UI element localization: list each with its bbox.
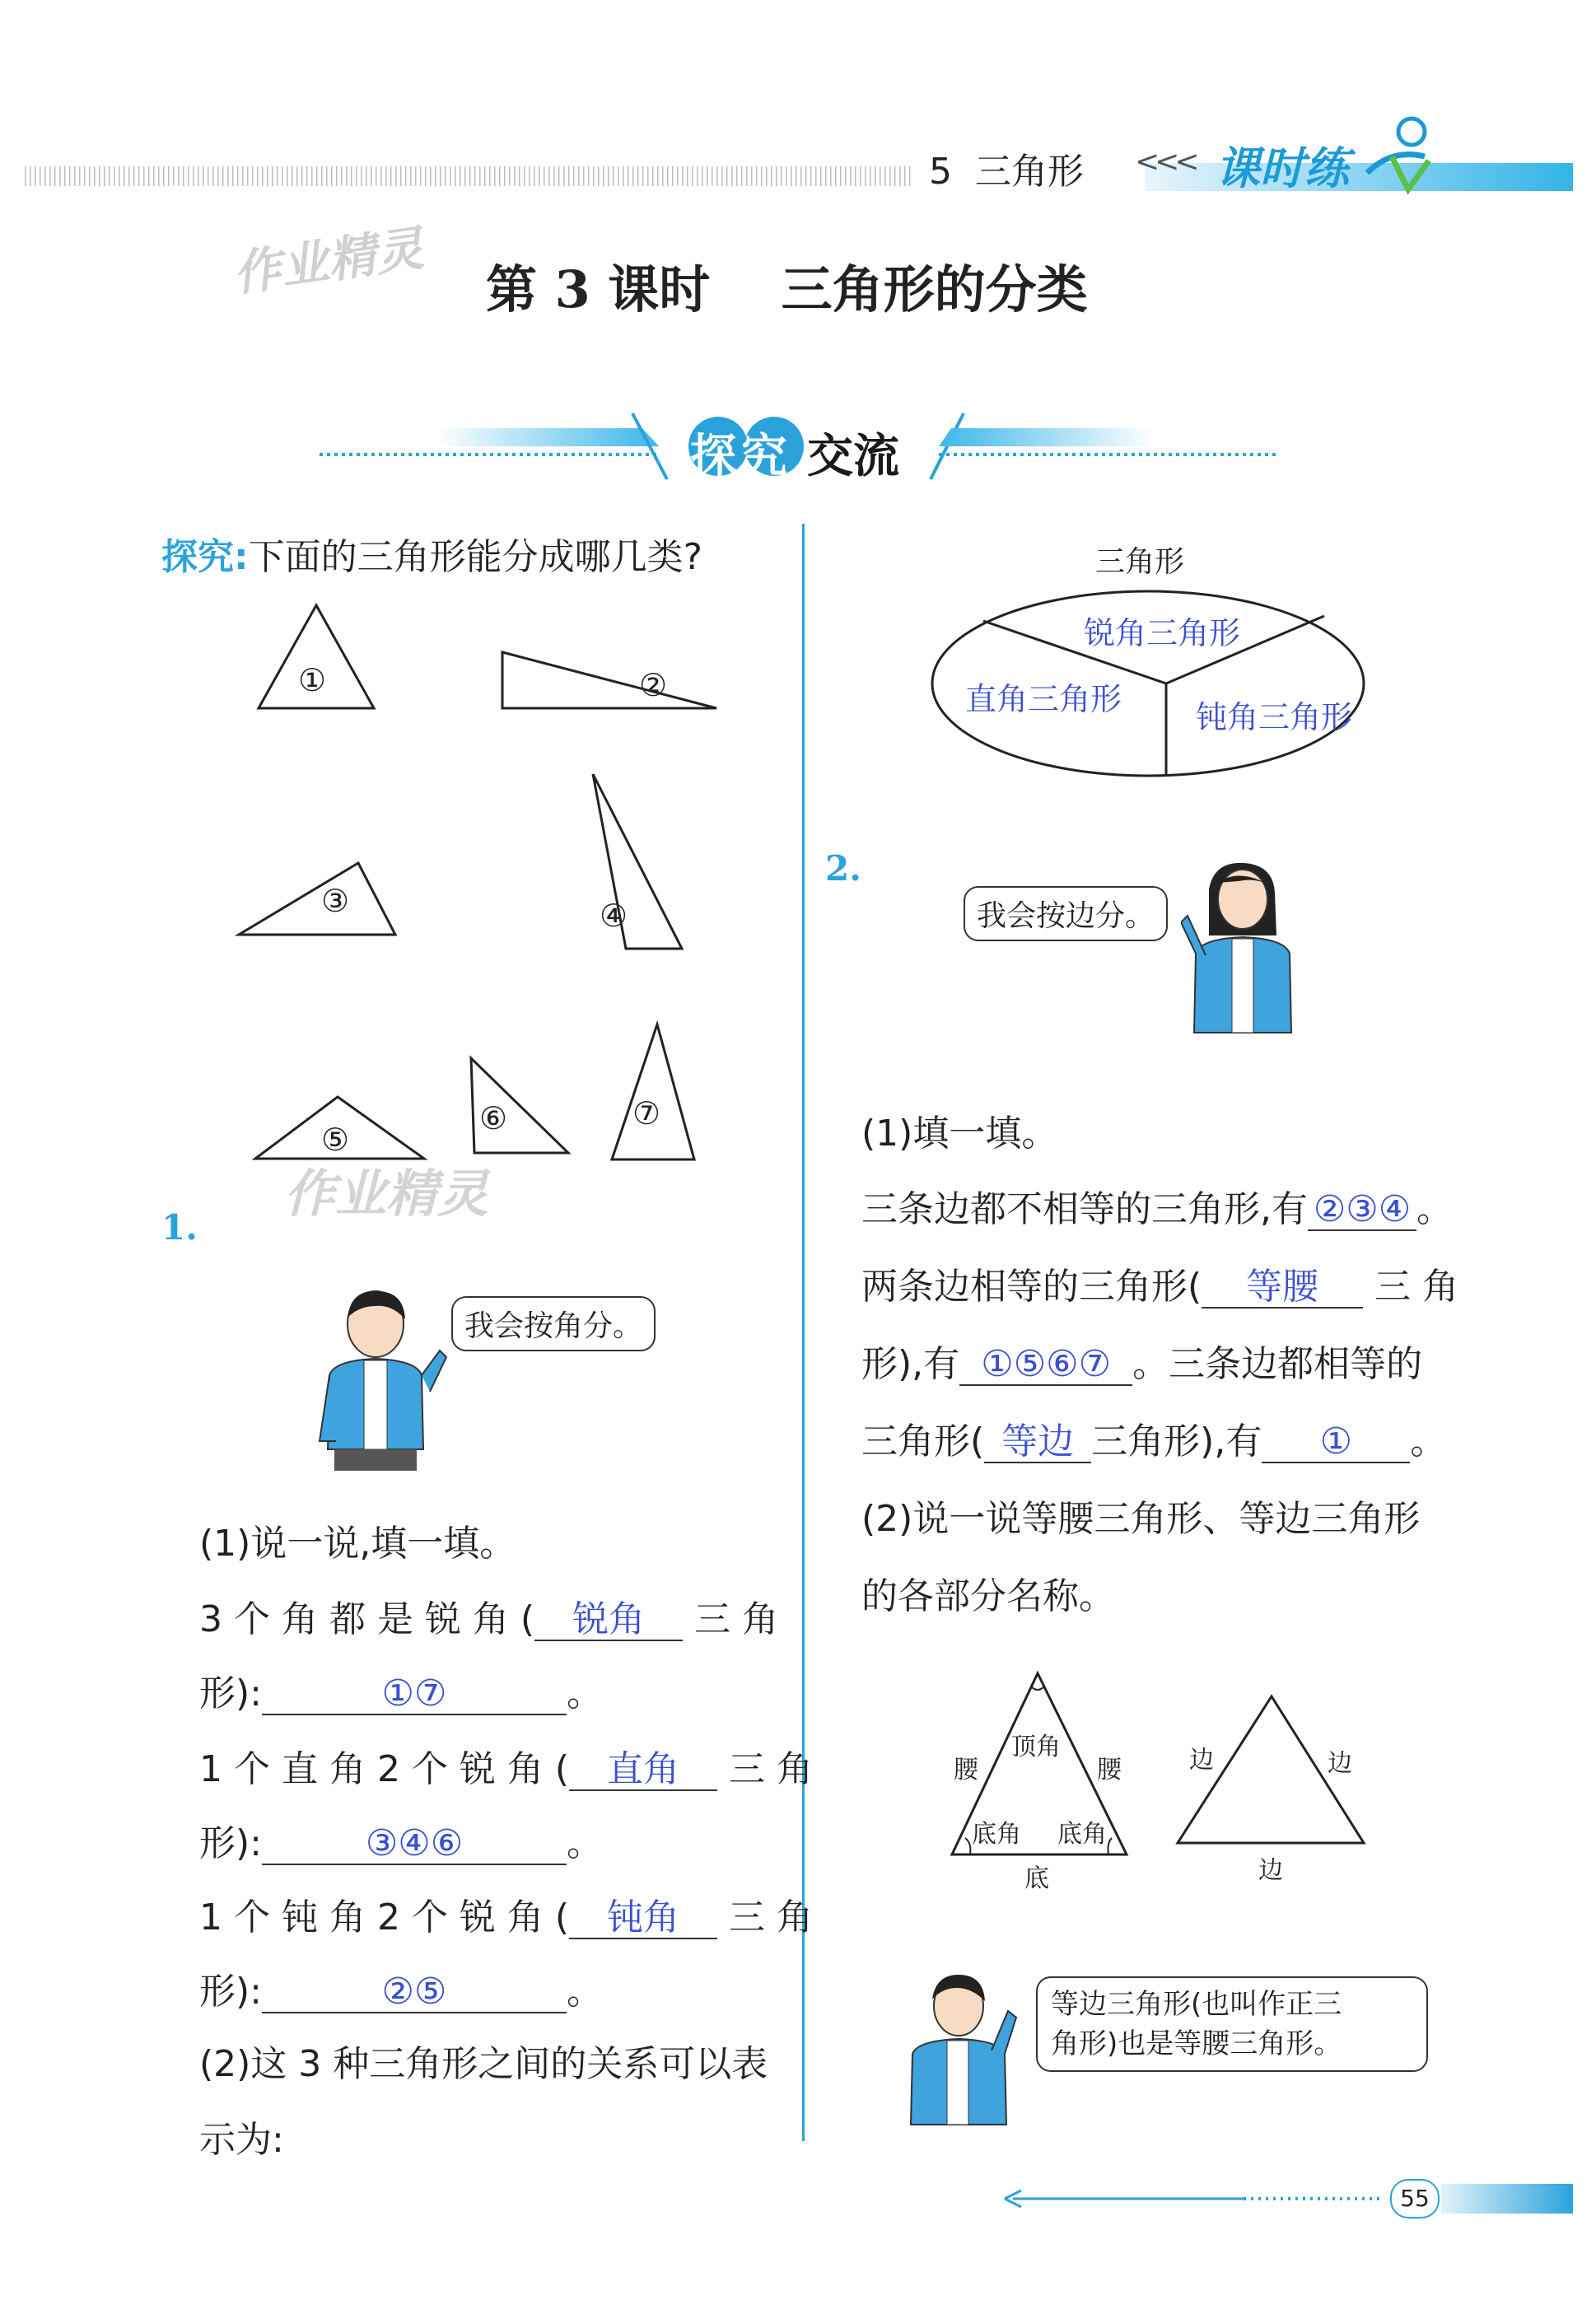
lesson-title: 第 3 课时 三角形的分类 [486, 259, 1088, 320]
girl-illustration [1181, 856, 1304, 1049]
label-base-angle-right: 底角 [1057, 1820, 1107, 1849]
answer-isosceles-items[interactable]: ①⑤⑥⑦ [959, 1345, 1132, 1386]
item2-line-4: 三角形( 等边 三角形),有 ① 。 [861, 1421, 1447, 1463]
triangle-label-6: ⑥ [479, 1100, 508, 1136]
item2-q2-line1: (2)说一说等腰三角形、等边三角形 [861, 1498, 1421, 1540]
item2-q2-line2: 的各部分名称。 [861, 1575, 1115, 1617]
answer-type-3[interactable]: 钝角 [569, 1898, 717, 1939]
label-apex: 顶角 [1011, 1733, 1061, 1761]
label-leg-right: 腰 [1097, 1756, 1122, 1784]
watermark: 作业精灵 [284, 1164, 489, 1224]
triangle-label-5: ⑤ [321, 1122, 350, 1158]
label-side-right: 边 [1328, 1749, 1352, 1778]
speech-bubble-side: 我会按边分。 [964, 886, 1168, 941]
chapter-label: 5 三角形 [929, 151, 1084, 193]
diagram-right: 直角三角形 [965, 681, 1122, 717]
item1-q2-line1: (2)这 3 种三角形之间的关系可以表 [199, 2043, 768, 2085]
answer-type-2[interactable]: 直角 [569, 1750, 717, 1791]
diagram-title: 三角形 [1095, 545, 1185, 579]
explore-question: 探究:下面的三角形能分成哪几类? [161, 536, 702, 578]
item-2-number: 2. [825, 848, 861, 889]
footer-bar [996, 2177, 1573, 2218]
mascot-icon [1351, 115, 1441, 201]
triangle-label-2: ② [639, 667, 668, 703]
label-leg-left: 腰 [954, 1756, 978, 1784]
label-base: 底 [1024, 1864, 1049, 1893]
speech-bubble-equilateral: 等边三角形(也叫作正三 角形)也是等腰三角形。 [1036, 1976, 1428, 2072]
boy-illustration [318, 1285, 450, 1477]
item1-row-1: 3 个 角 都 是 锐 角 ( 锐角 三 角 [199, 1598, 779, 1640]
item1-row-3-cont: 形): ②⑤ 。 [199, 1971, 603, 2013]
answer-equilateral-name[interactable]: 等边 [984, 1422, 1091, 1463]
watermark: 作业精灵 [230, 220, 427, 302]
classification-diagram [927, 535, 1372, 782]
banner-part1: 探究 [690, 430, 792, 483]
header-arrows: <<< [1135, 145, 1195, 179]
triangle-label-4: ④ [600, 898, 628, 934]
item2-q1-title: (1)填一填。 [861, 1113, 1058, 1155]
item2-line-1: 三条边都不相等的三角形,有 ②③④ 。 [861, 1188, 1453, 1230]
answer-items-1[interactable]: ①⑦ [262, 1674, 567, 1715]
triangle-label-7: ⑦ [632, 1095, 661, 1131]
boy2-illustration [899, 1968, 1023, 2144]
answer-items-2[interactable]: ③④⑥ [262, 1824, 567, 1865]
label-side-left: 边 [1189, 1746, 1214, 1775]
triangle-label-1: ① [298, 662, 327, 698]
diagram-obtuse: 钝角三角形 [1196, 699, 1353, 735]
diagram-acute: 锐角三角形 [1084, 615, 1241, 651]
item2-line-2: 两条边相等的三角形( 等腰 三 角 [861, 1266, 1459, 1308]
answer-items-3[interactable]: ②⑤ [262, 1972, 567, 2013]
item-1-number: 1. [161, 1207, 198, 1248]
triangle-label-3: ③ [321, 883, 350, 919]
answer-isosceles-name[interactable]: 等腰 [1202, 1267, 1363, 1309]
item1-row-2: 1 个 直 角 2 个 锐 角 ( 直角 三 角 [199, 1748, 814, 1790]
banner-part2: 交流 [807, 430, 899, 483]
answer-type-1[interactable]: 锐角 [534, 1600, 683, 1641]
triangle-parts-figure [939, 1663, 1400, 1894]
section-banner [313, 404, 1285, 494]
label-side-bottom: 边 [1258, 1856, 1283, 1885]
page-number: 55 [1390, 2179, 1440, 2218]
triangles-figure [231, 593, 725, 1186]
item1-row-3: 1 个 钝 角 2 个 锐 角 ( 钝角 三 角 [199, 1896, 814, 1938]
speech-bubble-angle: 我会按角分。 [451, 1296, 656, 1351]
item2-line-3: 形),有 ①⑤⑥⑦ 。三条边都相等的 [861, 1343, 1423, 1385]
answer-equilateral-items[interactable]: ① [1262, 1422, 1410, 1463]
item1-q1-title: (1)说一说,填一填。 [199, 1523, 516, 1565]
answer-scalene[interactable]: ②③④ [1308, 1190, 1416, 1231]
item1-q2-line2: 示为: [199, 2119, 284, 2161]
series-logo: 课时练 [1216, 142, 1349, 194]
explore-label: 探究: [161, 536, 249, 578]
item1-row-1-cont: 形): ①⑦ 。 [199, 1673, 603, 1715]
item1-row-2-cont: 形): ③④⑥ 。 [199, 1822, 603, 1864]
label-base-angle-left: 底角 [972, 1820, 1021, 1849]
